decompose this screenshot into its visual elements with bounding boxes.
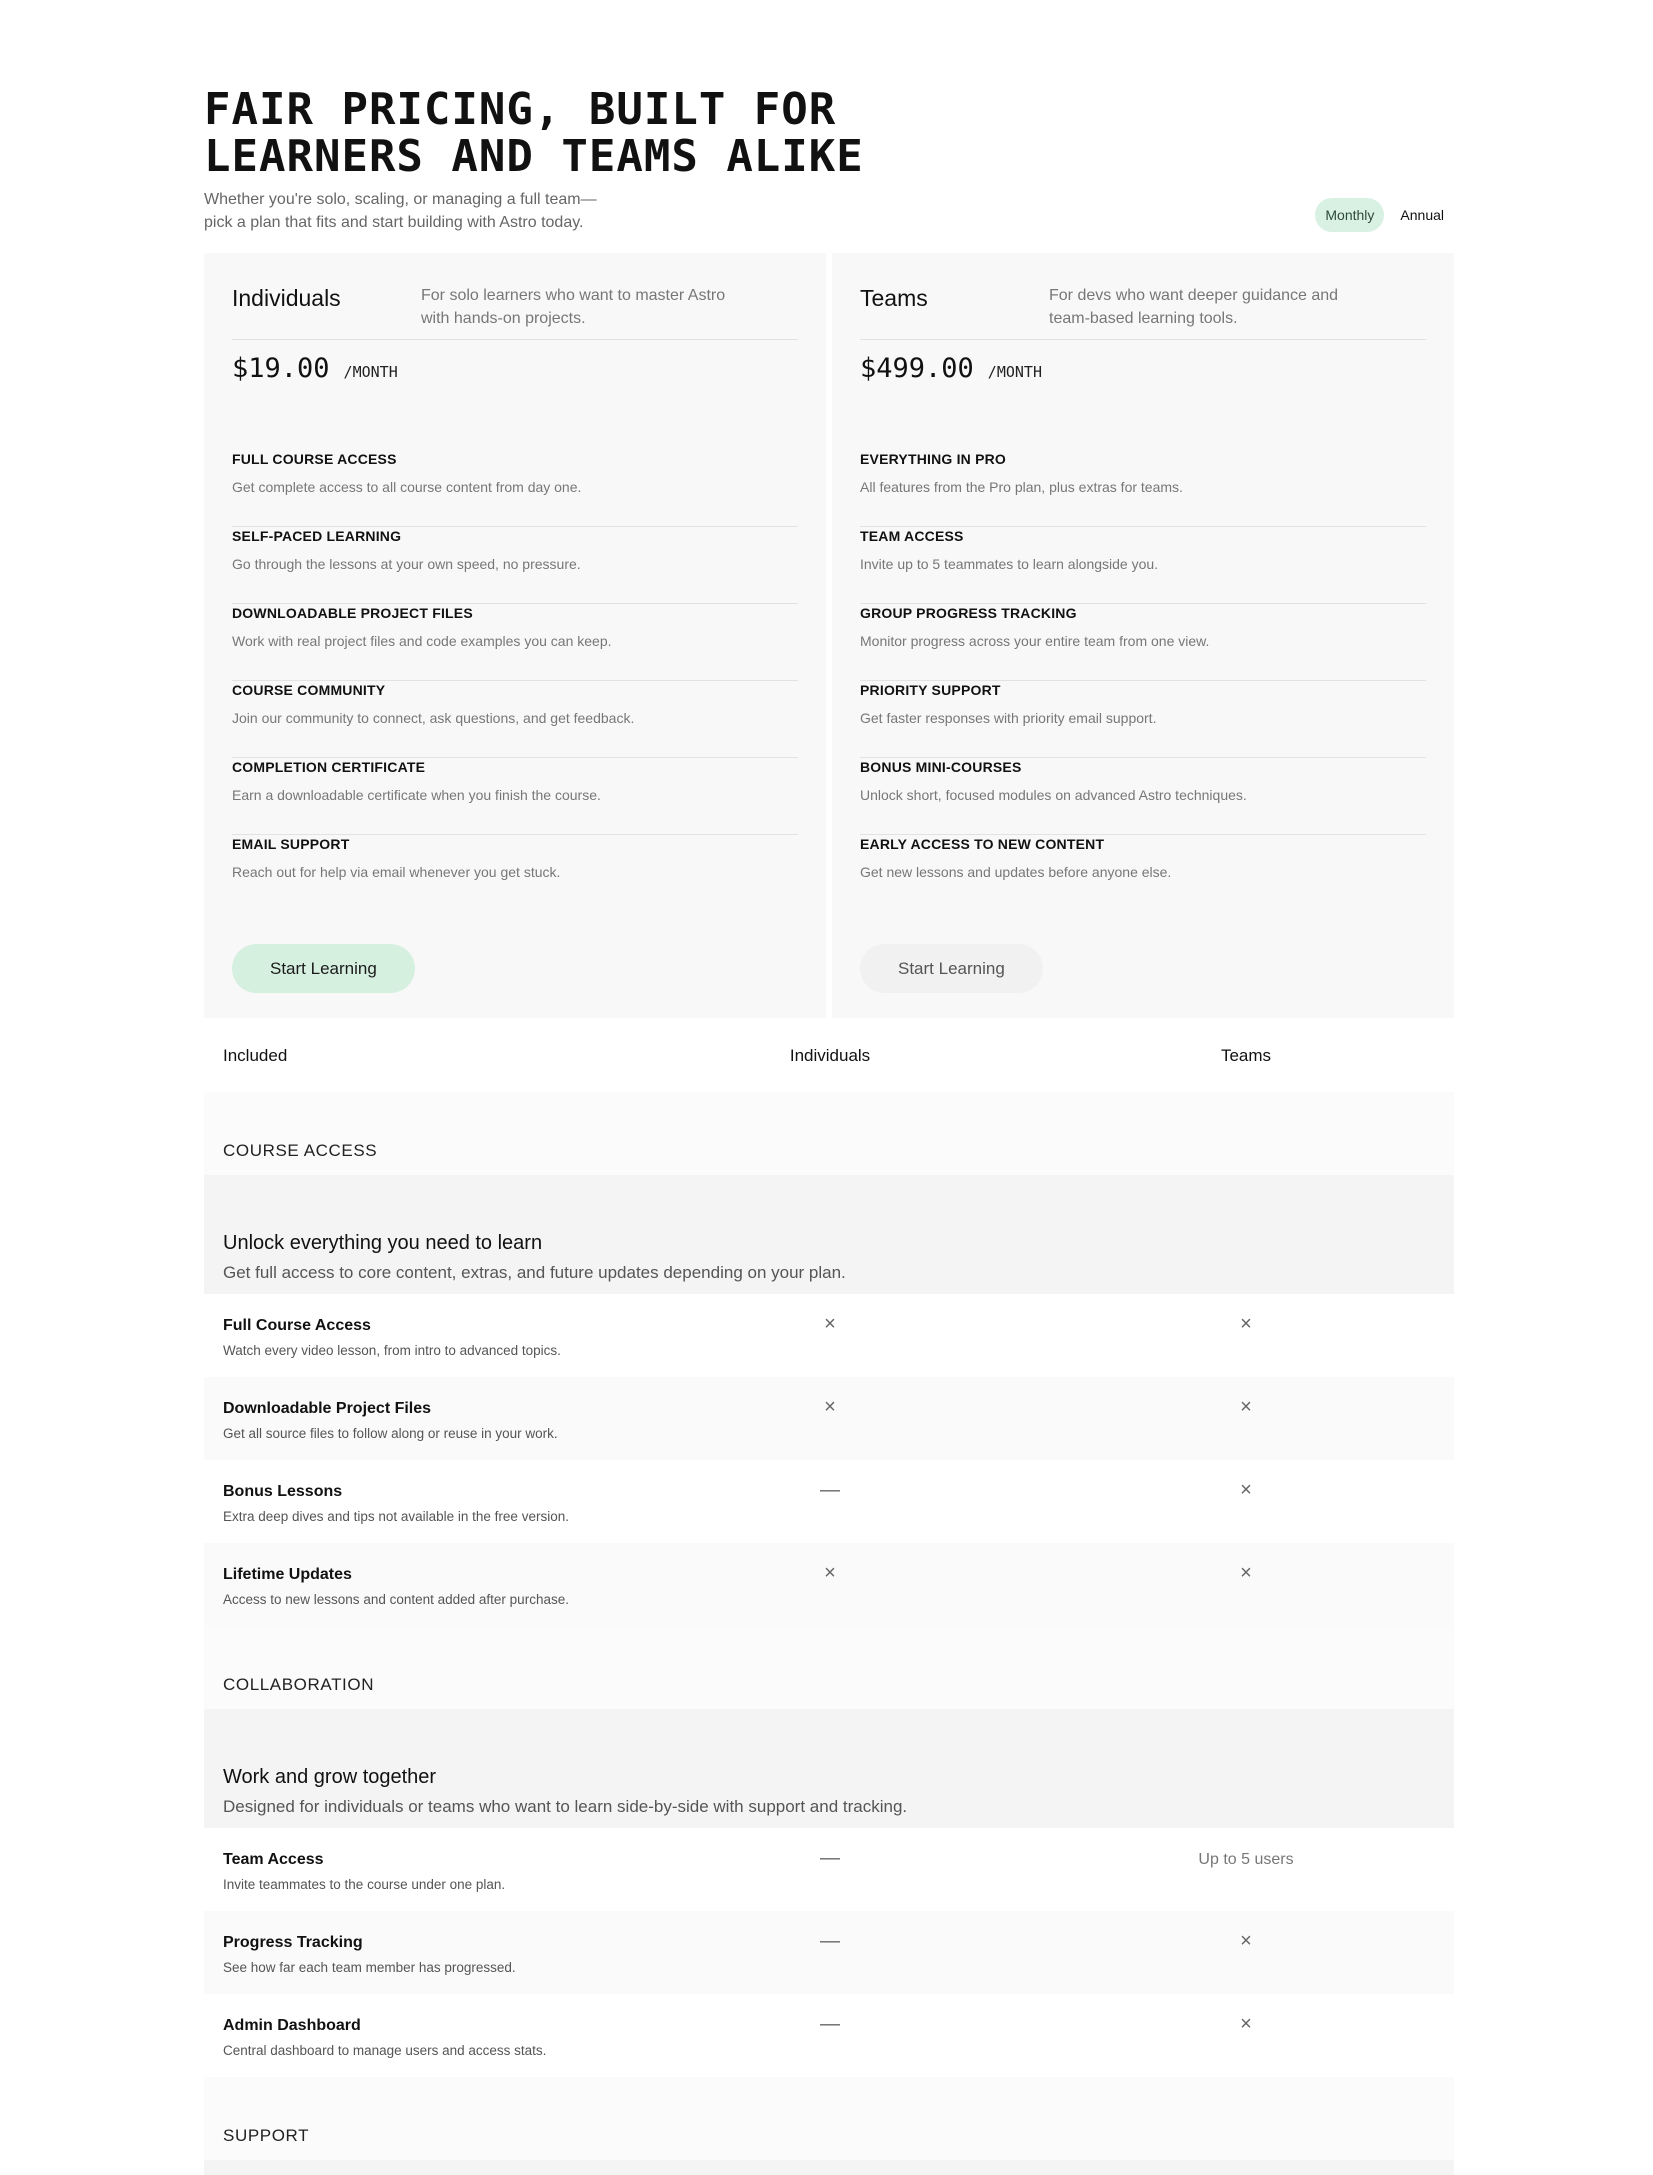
cross-icon: × xyxy=(1240,2013,1252,2035)
subtitle-line-1: Whether you're solo, scaling, or managing a full team— xyxy=(204,191,597,208)
monthly-toggle-button[interactable]: Monthly xyxy=(1315,198,1384,232)
individuals-value xyxy=(820,1478,850,1502)
teams-limit-text: Up to 5 users xyxy=(1198,1851,1294,1868)
row-description: Central dashboard to manage users and access stats. xyxy=(223,2043,547,2058)
row-description: Invite teammates to the course under one plan. xyxy=(223,1877,506,1892)
feature-description: Go through the lessons at your own speed, no pressure. xyxy=(232,556,581,572)
row-title: Downloadable Project Files xyxy=(223,1400,432,1417)
individuals-value xyxy=(824,1395,842,1419)
teams-value xyxy=(1240,1929,1258,1953)
start-learning-button-teams[interactable]: Start Learning xyxy=(860,944,1043,993)
feature-title: EVERYTHING IN PRO xyxy=(860,451,1007,467)
subtitle-line-2: pick a plan that fits and start building with Astro today. xyxy=(204,214,584,231)
section-label-collaboration: COLLABORATION xyxy=(204,1626,1454,1709)
table-row xyxy=(204,1543,1454,1626)
individuals-value xyxy=(820,1929,850,1953)
plan-cards xyxy=(204,253,1454,1018)
row-title: Team Access xyxy=(223,1851,324,1868)
plan-card-teams xyxy=(832,253,1454,1018)
plan-name: Teams xyxy=(860,285,928,311)
billing-toggle xyxy=(1315,198,1454,232)
plan-header xyxy=(860,253,1426,340)
individuals-value xyxy=(824,1312,842,1336)
feature-description: Invite up to 5 teammates to learn alongside you. xyxy=(860,556,1159,572)
table-row xyxy=(204,1377,1454,1460)
table-row xyxy=(204,1294,1454,1377)
row-title: Admin Dashboard xyxy=(223,2017,361,2034)
individuals-value xyxy=(824,1561,842,1585)
price-period: /MONTH xyxy=(987,363,1042,381)
feature-item xyxy=(860,527,1426,604)
feature-description: Monitor progress across your entire team from one view. xyxy=(860,633,1210,649)
row-title: Bonus Lessons xyxy=(223,1483,343,1500)
section-intro-description: Designed for individuals or teams who want to learn side-by-side with support and tracking. xyxy=(223,1797,908,1816)
feature-title: COURSE COMMUNITY xyxy=(232,682,386,698)
table-row xyxy=(204,1911,1454,1994)
section-intro-description: Get full access to core content, extras, and future updates depending on your plan. xyxy=(223,1263,846,1282)
feature-description: Get new lessons and updates before anyone else. xyxy=(860,864,1172,880)
dash-icon: — xyxy=(820,1479,840,1501)
feature-item xyxy=(860,835,1426,912)
row-description: Extra deep dives and tips not available in the free version. xyxy=(223,1509,569,1524)
row-title: Progress Tracking xyxy=(223,1934,363,1951)
section-intro-title: Work and grow together xyxy=(223,1766,437,1788)
plan-description: For solo learners who want to master Astro with hands-on projects. xyxy=(421,287,726,327)
comparison-header-row: Included Individuals Teams xyxy=(204,1020,1454,1092)
row-description: Access to new lessons and content added after purchase. xyxy=(223,1592,569,1607)
row-title: Full Course Access xyxy=(223,1317,371,1334)
feature-item xyxy=(232,681,798,758)
feature-item xyxy=(860,758,1426,835)
section-intro-title: Unlock everything you need to learn xyxy=(223,1232,543,1254)
feature-item xyxy=(860,681,1426,758)
comparison-table xyxy=(204,1020,1454,2175)
teams-value xyxy=(1240,1395,1258,1419)
start-learning-button-individuals[interactable]: Start Learning xyxy=(232,944,415,993)
feature-title: BONUS MINI-COURSES xyxy=(860,759,1022,775)
included-column-header: Included xyxy=(223,1046,288,1065)
cross-icon: × xyxy=(824,1562,836,1584)
annual-toggle-button[interactable]: Annual xyxy=(1400,207,1444,223)
feature-title: PRIORITY SUPPORT xyxy=(860,682,1001,698)
feature-title: EARLY ACCESS TO NEW CONTENT xyxy=(860,836,1105,852)
row-description: Watch every video lesson, from intro to advanced topics. xyxy=(223,1343,561,1358)
feature-list xyxy=(860,450,1426,912)
teams-value xyxy=(1240,1561,1258,1585)
feature-description: Earn a downloadable certificate when you finish the course. xyxy=(232,787,601,803)
feature-description: Unlock short, focused modules on advanced Astro techniques. xyxy=(860,787,1247,803)
feature-title: SELF-PACED LEARNING xyxy=(232,528,402,544)
plan-header xyxy=(232,253,798,340)
plan-price xyxy=(232,353,798,384)
section-intro xyxy=(204,2160,1454,2175)
plan-price xyxy=(860,353,1426,384)
feature-item xyxy=(232,835,798,912)
row-title: Lifetime Updates xyxy=(223,1566,352,1583)
title-line-1: FAIR PRICING, BUILT FOR xyxy=(204,84,837,135)
plan-name: Individuals xyxy=(232,285,341,311)
table-row xyxy=(204,1828,1454,1911)
feature-description: Join our community to connect, ask questions, and get feedback. xyxy=(232,710,635,726)
feature-description: Work with real project files and code examples you can keep. xyxy=(232,633,612,649)
dash-icon: — xyxy=(820,1930,840,1952)
feature-description: Get faster responses with priority email support. xyxy=(860,710,1157,726)
price-amount: $19.00 xyxy=(232,353,330,384)
title-line-2: LEARNERS AND TEAMS ALIKE xyxy=(204,131,864,182)
feature-title: DOWNLOADABLE PROJECT FILES xyxy=(232,605,473,621)
feature-item xyxy=(232,604,798,681)
cross-icon: × xyxy=(824,1313,836,1335)
feature-title: COMPLETION CERTIFICATE xyxy=(232,759,426,775)
row-description: Get all source files to follow along or reuse in your work. xyxy=(223,1426,558,1441)
feature-title: TEAM ACCESS xyxy=(860,528,964,544)
table-row xyxy=(204,1994,1454,2077)
dash-icon: — xyxy=(820,1847,840,1869)
page-title xyxy=(204,86,904,180)
cross-icon: × xyxy=(1240,1396,1252,1418)
dash-icon: — xyxy=(820,2013,840,2035)
price-period: /MONTH xyxy=(343,363,398,381)
price-amount: $499.00 xyxy=(860,353,974,384)
teams-value xyxy=(1240,1478,1258,1502)
feature-item xyxy=(860,450,1426,527)
feature-item xyxy=(232,758,798,835)
cross-icon: × xyxy=(1240,1313,1252,1335)
teams-value xyxy=(1240,1312,1258,1336)
plan-description: For devs who want deeper guidance and team-based learning tools. xyxy=(1049,287,1339,327)
cross-icon: × xyxy=(824,1396,836,1418)
plan-card-individuals xyxy=(204,253,826,1018)
page-subtitle xyxy=(204,188,644,234)
section-intro xyxy=(204,1709,1454,1828)
feature-item xyxy=(860,604,1426,681)
feature-description: Get complete access to all course content from day one. xyxy=(232,479,582,495)
cross-icon: × xyxy=(1240,1562,1252,1584)
feature-item xyxy=(232,450,798,527)
section-label-course-access: COURSE ACCESS xyxy=(204,1092,1454,1175)
table-row xyxy=(204,1460,1454,1543)
row-description: See how far each team member has progressed. xyxy=(223,1960,516,1975)
section-label-support: SUPPORT xyxy=(204,2077,1454,2160)
teams-value xyxy=(1198,1848,1341,1872)
section-intro xyxy=(204,1175,1454,1294)
cross-icon: × xyxy=(1240,1479,1252,1501)
individuals-value xyxy=(820,2012,850,2036)
feature-description: All features from the Pro plan, plus extras for teams. xyxy=(860,479,1183,495)
feature-list xyxy=(232,450,798,912)
feature-title: GROUP PROGRESS TRACKING xyxy=(860,605,1077,621)
individuals-value xyxy=(820,1846,850,1870)
feature-item xyxy=(232,527,798,604)
teams-value xyxy=(1240,2012,1258,2036)
feature-description: Reach out for help via email whenever you get stuck. xyxy=(232,864,561,880)
feature-title: FULL COURSE ACCESS xyxy=(232,451,397,467)
feature-title: EMAIL SUPPORT xyxy=(232,836,350,852)
cross-icon: × xyxy=(1240,1930,1252,1952)
